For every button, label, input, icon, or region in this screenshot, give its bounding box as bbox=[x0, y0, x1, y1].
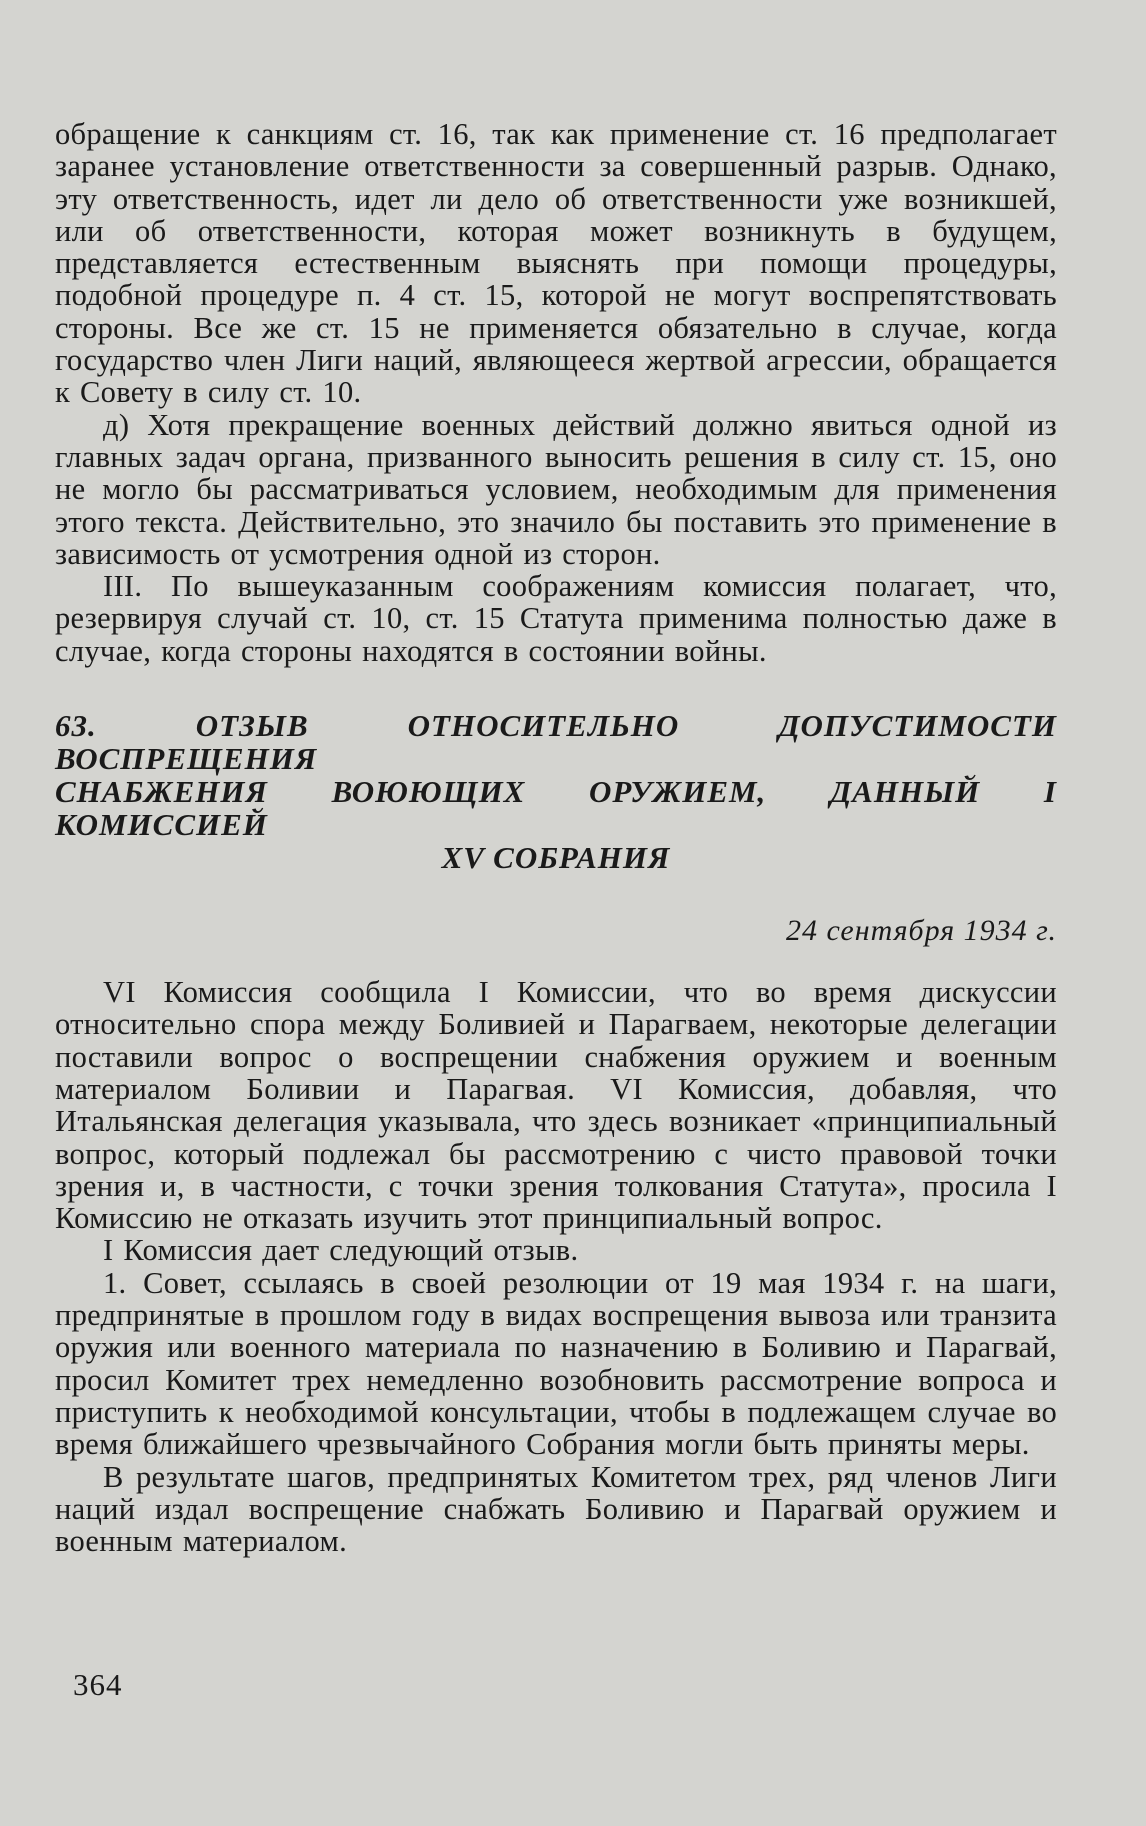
paragraph-art16-continuation: обращение к санкциям ст. 16, так как применение ст. 16 предполагает заранее установление ответственности за совершенный разрыв. Однако, эту ответственность, идет ли дело об ответственности уже возникшей, или об ответственности, которая может возникнуть в будущем, представляется естественным выяснять при помощи процедуры, подобной процедуре п. 4 ст. 15, которой не могут воспрепятствовать стороны. Все же ст. 15 не применяется обязательно в случае, когда государство член Лиги наций, являющееся жертвой агрессии, обращается к Совету в силу ст. 10. bbox=[55, 117, 1057, 410]
heading-line-1: 63. ОТЗЫВ ОТНОСИТЕЛЬНО ДОПУСТИМОСТИ ВОСПРЕЩЕНИЯ bbox=[55, 708, 1057, 777]
bottom-section bbox=[55, 976, 1057, 1557]
paragraph-result: В результате шагов, предпринятых Комитетом трех, ряд членов Лиги наций издал воспрещение снабжать Боливию и Парагвай оружием и военным материалом. bbox=[55, 1459, 1057, 1559]
top-section bbox=[55, 118, 1057, 667]
paragraph-opinion-intro: I Комиссия дает следующий отзыв. bbox=[103, 1233, 579, 1268]
page-content bbox=[55, 118, 1057, 1557]
heading-line-2: СНАБЖЕНИЯ ВОЮЮЩИХ ОРУЖИЕМ, ДАННЫЙ I КОМИССИЕЙ bbox=[55, 774, 1057, 843]
paragraph-d-cessation: д) Хотя прекращение военных действий должно явиться одной из главных задач органа, призванного выносить решения в силу ст. 15, оно не могло бы рассматриваться условием, необходимым для применения этого текста. Действительно, это значило бы поставить это применение в зависимость от усмотрения одной из сторон. bbox=[55, 407, 1057, 571]
page-number: 364 bbox=[73, 1667, 123, 1702]
section-date: 24 сентября 1934 г. bbox=[785, 914, 1057, 948]
paragraph-1-council: 1. Совет, ссылаясь в своей резолюции от 19 мая 1934 г. на шаги, предпринятые в прошлом году в видах воспрещения вывоза или транзита оружия или военного материала по назначению в Боливию и Парагвай, просил Комитет трех немедленно возобновить рассмотрение вопроса и приступить к необходимой консультации, чтобы в подлежащем случае во время ближайшего чрезвычайного Собрания могли быть приняты меры. bbox=[55, 1265, 1057, 1462]
paragraph-vi-commission: VI Комиссия сообщила I Комиссии, что во время дискуссии относительно спора между Боливией и Парагваем, некоторые делегации поставили вопрос о воспрещении снабжения оружием и военным материалом Боливии и Парагвая. VI Комиссия, добавляя, что Итальянская делегация указывала, что здесь возникает «принципиальный вопрос, который подлежал бы рассмотрению с чисто правовой точки зрения и, в частности, с точки зрения толкования Статута», просила I Комиссию не отказать изучить этот принципиальный вопрос. bbox=[55, 975, 1057, 1236]
section-heading bbox=[55, 709, 1057, 874]
paragraph-iii-conclusion: III. По вышеуказанным соображениям комиссия полагает, что, резервируя случай ст. 10, ст. 15 Статута применима полностью даже в случае, когда стороны находятся в состоянии войны. bbox=[55, 569, 1057, 668]
heading-line-3: XV СОБРАНИЯ bbox=[441, 840, 671, 876]
